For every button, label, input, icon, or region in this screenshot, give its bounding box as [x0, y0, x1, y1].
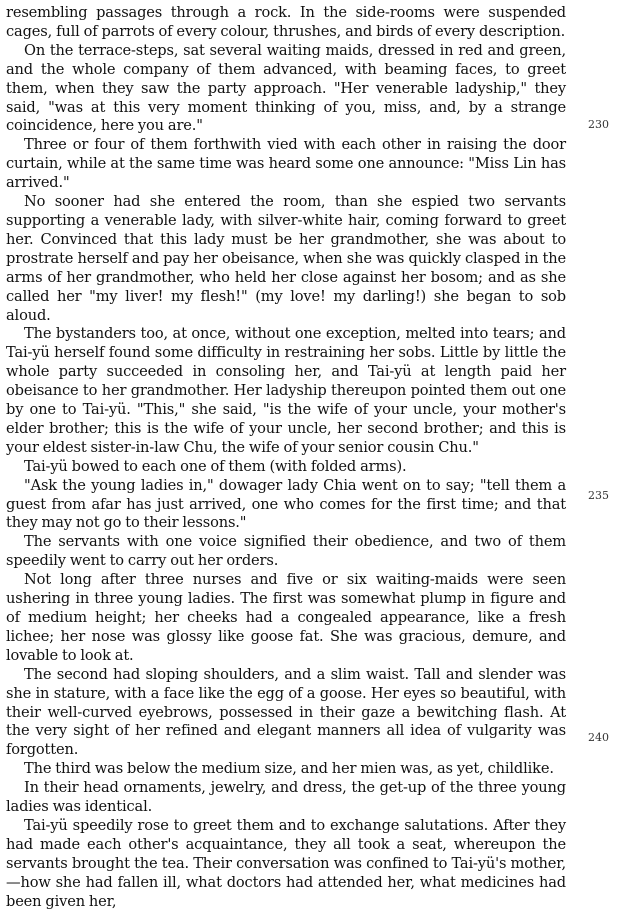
paragraph-6: Tai-yü bowed to each one of them (with folded arms). [24, 457, 407, 475]
paragraph-2: On the terrace-steps, sat several waiting maids, dressed in red and green, and the whole company of them advanced, with beaming faces, to greet them, when they saw the party approach. "Her venerable ladyship," they said, "was at this very moment thinking of you, miss, and, by a strange coincidence, here you are." [6, 41, 566, 135]
line-number-240: 240 [588, 731, 609, 744]
paragraph-10: The second had sloping shoulders, and a slim waist. Tall and slender was she in stature, with a face like the egg of a goose. Her eyes so beautiful, with their well-curved eyebrows, possessed in their gaze a bewitching flash. At the very sight of her refined and elegant manners all idea of vulgarity was forgotten. [6, 665, 566, 759]
line-number-230: 230 [588, 118, 609, 131]
paragraph-7: "Ask the young ladies in," dowager lady Chia went on to say; "tell them a guest from afar has just arrived, one who comes for the first time; and that they may not go to their lessons." [6, 476, 566, 532]
paragraph-9: Not long after three nurses and five or six waiting-maids were seen ushering in three young ladies. The first was somewhat plump in figure and of medium height; her cheeks had a congealed appearance, like a fresh lichee; her nose was glossy like goose fat. She was gracious, demure, and lovable to look at. [6, 571, 566, 664]
line-number-235: 235 [588, 489, 609, 502]
paragraph-3: Three or four of them forthwith vied with each other in raising the door curtain, while at the same time was heard some one announce: "Miss Lin has arrived." [6, 136, 566, 192]
paragraph-1: resembling passages through a rock. In the side-rooms were suspended cages, full of parrots of every colour, thrushes, and birds of every description. [6, 4, 566, 40]
paragraph-12: In their head ornaments, jewelry, and dress, the get-up of the three young ladies was identical. [6, 779, 566, 816]
paragraph-8: The servants with one voice signified their obedience, and two of them speedily went to carry out her orders. [6, 533, 566, 570]
book-page-text [6, 4, 566, 912]
paragraph-13: Tai-yü speedily rose to greet them and to exchange salutations. After they had made each other's acquaintance, they all took a seat, whereupon the servants brought the tea. Their conversation was confined to Tai-yü's mother,—how she had fallen ill, what doctors had attended her, what medicines had been given her, [6, 816, 566, 910]
paragraph-11: The third was below the medium size, and her mien was, as yet, childlike. [24, 760, 554, 778]
paragraph-5: The bystanders too, at once, without one exception, melted into tears; and Tai-yü herself found some difficulty in restraining her sobs. Little by little the whole party succeeded in consoling her, and Tai-yü at length paid her obeisance to her grandmother. Her ladyship thereupon pointed them out one by one to Tai-yü. "This," she said, "is the wife of your uncle, your mother's elder brother; this is the wife of your uncle, her second brother; and this is your eldest sister-in-law Chu, the wife of your senior cousin Chu." [6, 325, 566, 456]
paragraph-4: No sooner had she entered the room, than she espied two servants supporting a venerable lady, with silver-white hair, coming forward to greet her. Convinced that this lady must be her grandmother, she was about to prostrate herself and pay her obeisance, when she was quickly clasped in the arms of her grandmother, who held her close against her bosom; and as she called her "my liver! my flesh!" (my love! my darling!) she began to sob aloud. [6, 193, 566, 324]
